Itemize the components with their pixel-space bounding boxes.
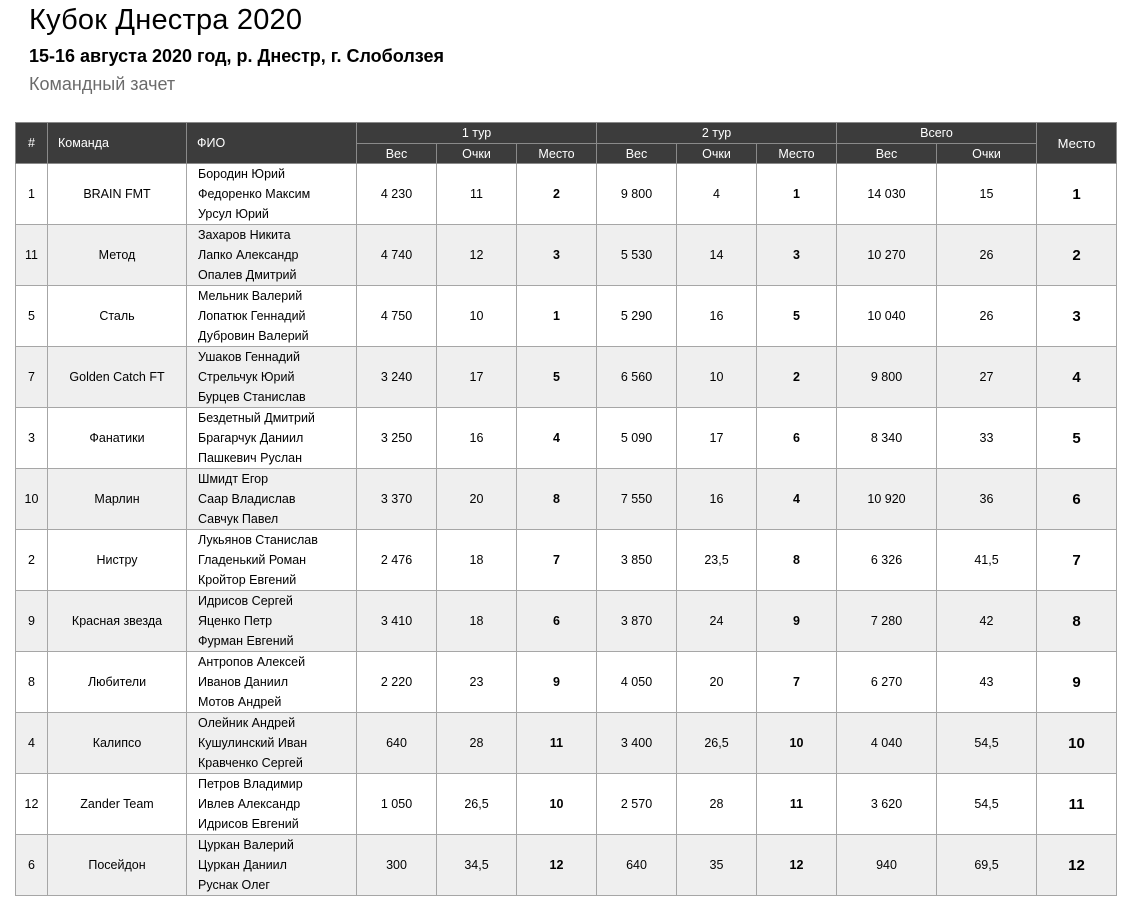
- row-num: 10: [16, 469, 48, 530]
- round2-weight: 5 290: [597, 286, 677, 347]
- final-place: 1: [1037, 164, 1117, 225]
- round2-place: 3: [757, 225, 837, 286]
- total-points: 15: [937, 164, 1037, 225]
- participants: [187, 774, 357, 835]
- table-row: [16, 652, 1117, 713]
- round1-points: 16: [437, 408, 517, 469]
- round2-points: 28: [677, 774, 757, 835]
- participant-name: Идрисов Сергей: [198, 594, 293, 608]
- row-num: 9: [16, 591, 48, 652]
- final-place: 10: [1037, 713, 1117, 774]
- table-row: [16, 408, 1117, 469]
- team-name: Марлин: [48, 469, 187, 530]
- table-header: [16, 123, 1117, 164]
- participants: [187, 225, 357, 286]
- participant-name: Лопатюк Геннадий: [198, 309, 306, 323]
- round1-place: 9: [517, 652, 597, 713]
- participant-name: Кушулинский Иван: [198, 736, 308, 750]
- round1-points: 17: [437, 347, 517, 408]
- total-weight: 4 040: [837, 713, 937, 774]
- total-points: 69,5: [937, 835, 1037, 896]
- round2-points: 17: [677, 408, 757, 469]
- team-name: Калипсо: [48, 713, 187, 774]
- participants: [187, 835, 357, 896]
- participants: [187, 652, 357, 713]
- round1-place: 4: [517, 408, 597, 469]
- round1-weight: 3 370: [357, 469, 437, 530]
- participant-name: Мотов Андрей: [198, 695, 282, 709]
- round1-weight: 4 230: [357, 164, 437, 225]
- round2-place: 4: [757, 469, 837, 530]
- participant-name: Ивлев Александр: [198, 797, 301, 811]
- total-weight: 3 620: [837, 774, 937, 835]
- row-num: 1: [16, 164, 48, 225]
- round2-points: 4: [677, 164, 757, 225]
- round2-points: 23,5: [677, 530, 757, 591]
- table-row: [16, 591, 1117, 652]
- round1-weight: 2 220: [357, 652, 437, 713]
- round1-points: 11: [437, 164, 517, 225]
- table-row: [16, 469, 1117, 530]
- total-weight: 10 040: [837, 286, 937, 347]
- participant-name: Федоренко Максим: [198, 187, 311, 201]
- header-names: ФИО: [187, 123, 357, 164]
- participant-name: Антропов Алексей: [198, 655, 306, 669]
- round2-points: 14: [677, 225, 757, 286]
- team-name: Golden Catch FT: [48, 347, 187, 408]
- total-weight: 6 270: [837, 652, 937, 713]
- round2-points: 10: [677, 347, 757, 408]
- total-weight: 6 326: [837, 530, 937, 591]
- participant-name: Петров Владимир: [198, 777, 303, 791]
- participant-name: Цуркан Валерий: [198, 838, 294, 852]
- participant-name: Иванов Даниил: [198, 675, 288, 689]
- participant-name: Мельник Валерий: [198, 289, 303, 303]
- participant-name: Руснак Олег: [198, 878, 270, 892]
- participant-name: Кройтор Евгений: [198, 573, 297, 587]
- participant-name: Пашкевич Руслан: [198, 451, 302, 465]
- participant-name: Шмидт Егор: [198, 472, 269, 486]
- round1-points: 18: [437, 530, 517, 591]
- standings-caption: Командный зачет: [29, 74, 176, 94]
- participant-name: Савчук Павел: [198, 512, 279, 526]
- row-num: 6: [16, 835, 48, 896]
- round2-place: 1: [757, 164, 837, 225]
- round1-points: 26,5: [437, 774, 517, 835]
- participant-name: Стрельчук Юрий: [198, 370, 295, 384]
- final-place: 2: [1037, 225, 1117, 286]
- total-points: 54,5: [937, 774, 1037, 835]
- row-num: 2: [16, 530, 48, 591]
- round2-weight: 3 850: [597, 530, 677, 591]
- team-name: Красная звезда: [48, 591, 187, 652]
- total-weight: 7 280: [837, 591, 937, 652]
- total-weight: 9 800: [837, 347, 937, 408]
- total-points: 33: [937, 408, 1037, 469]
- round1-place: 6: [517, 591, 597, 652]
- participant-name: Бездетный Дмитрий: [198, 411, 315, 425]
- row-num: 12: [16, 774, 48, 835]
- round1-place: 12: [517, 835, 597, 896]
- round2-weight: 7 550: [597, 469, 677, 530]
- final-place: 3: [1037, 286, 1117, 347]
- participants: [187, 530, 357, 591]
- round1-place: 10: [517, 774, 597, 835]
- round1-points: 18: [437, 591, 517, 652]
- participant-name: Саар Владислав: [198, 492, 296, 506]
- header-r2-place: Место: [757, 144, 837, 164]
- header-r2-points: Очки: [677, 144, 757, 164]
- table-row: [16, 835, 1117, 896]
- row-num: 8: [16, 652, 48, 713]
- round2-points: 26,5: [677, 713, 757, 774]
- total-points: 27: [937, 347, 1037, 408]
- round2-points: 35: [677, 835, 757, 896]
- round1-points: 12: [437, 225, 517, 286]
- total-points: 26: [937, 225, 1037, 286]
- round1-place: 2: [517, 164, 597, 225]
- team-name: Метод: [48, 225, 187, 286]
- round2-place: 11: [757, 774, 837, 835]
- participants: [187, 591, 357, 652]
- round2-place: 6: [757, 408, 837, 469]
- team-standings-table: [15, 122, 1117, 896]
- participants: [187, 469, 357, 530]
- participant-name: Ушаков Геннадий: [198, 350, 300, 364]
- participant-name: Дубровин Валерий: [198, 329, 309, 343]
- table-row: [16, 225, 1117, 286]
- round2-place: 12: [757, 835, 837, 896]
- round2-place: 7: [757, 652, 837, 713]
- round2-place: 8: [757, 530, 837, 591]
- row-num: 5: [16, 286, 48, 347]
- final-place: 4: [1037, 347, 1117, 408]
- total-points: 54,5: [937, 713, 1037, 774]
- header-r2-weight: Вес: [597, 144, 677, 164]
- round1-weight: 3 250: [357, 408, 437, 469]
- round2-weight: 5 090: [597, 408, 677, 469]
- team-name: Посейдон: [48, 835, 187, 896]
- final-place: 12: [1037, 835, 1117, 896]
- team-name: Фанатики: [48, 408, 187, 469]
- final-place: 7: [1037, 530, 1117, 591]
- round1-weight: 4 750: [357, 286, 437, 347]
- participant-name: Брагарчук Даниил: [198, 431, 304, 445]
- team-name: Нистру: [48, 530, 187, 591]
- participant-name: Цуркан Даниил: [198, 858, 287, 872]
- participants: [187, 713, 357, 774]
- round2-weight: 2 570: [597, 774, 677, 835]
- participants: [187, 164, 357, 225]
- round2-points: 20: [677, 652, 757, 713]
- team-name: BRAIN FMT: [48, 164, 187, 225]
- round2-weight: 6 560: [597, 347, 677, 408]
- total-points: 26: [937, 286, 1037, 347]
- participant-name: Идрисов Евгений: [198, 817, 299, 831]
- header-total: Всего: [837, 123, 1037, 144]
- round2-weight: 640: [597, 835, 677, 896]
- header-team: Команда: [48, 123, 187, 164]
- round2-weight: 3 870: [597, 591, 677, 652]
- participants: [187, 347, 357, 408]
- round2-weight: 4 050: [597, 652, 677, 713]
- round2-points: 16: [677, 286, 757, 347]
- round2-points: 16: [677, 469, 757, 530]
- header-r1-place: Место: [517, 144, 597, 164]
- round1-weight: 3 410: [357, 591, 437, 652]
- page-title: Кубок Днестра 2020: [29, 4, 303, 36]
- round1-weight: 2 476: [357, 530, 437, 591]
- round1-weight: 4 740: [357, 225, 437, 286]
- table-row: [16, 713, 1117, 774]
- round2-place: 9: [757, 591, 837, 652]
- round1-place: 8: [517, 469, 597, 530]
- round1-weight: 300: [357, 835, 437, 896]
- round1-points: 20: [437, 469, 517, 530]
- total-weight: 10 270: [837, 225, 937, 286]
- round1-place: 11: [517, 713, 597, 774]
- team-name: Любители: [48, 652, 187, 713]
- row-num: 3: [16, 408, 48, 469]
- round1-points: 23: [437, 652, 517, 713]
- round2-place: 10: [757, 713, 837, 774]
- table-row: [16, 286, 1117, 347]
- final-place: 9: [1037, 652, 1117, 713]
- table-body: [16, 164, 1117, 896]
- participant-name: Гладенький Роман: [198, 553, 307, 567]
- header-place: Место: [1037, 123, 1117, 164]
- final-place: 5: [1037, 408, 1117, 469]
- round1-place: 3: [517, 225, 597, 286]
- total-points: 41,5: [937, 530, 1037, 591]
- round2-weight: 9 800: [597, 164, 677, 225]
- total-points: 43: [937, 652, 1037, 713]
- round1-place: 1: [517, 286, 597, 347]
- header-num: #: [16, 123, 48, 164]
- round1-points: 10: [437, 286, 517, 347]
- round2-place: 2: [757, 347, 837, 408]
- participant-name: Урсул Юрий: [198, 207, 269, 221]
- team-name: Сталь: [48, 286, 187, 347]
- total-weight: 940: [837, 835, 937, 896]
- table-row: [16, 530, 1117, 591]
- participant-name: Бурцев Станислав: [198, 390, 306, 404]
- round1-weight: 3 240: [357, 347, 437, 408]
- final-place: 8: [1037, 591, 1117, 652]
- total-points: 42: [937, 591, 1037, 652]
- participant-name: Яценко Петр: [198, 614, 273, 628]
- round2-points: 24: [677, 591, 757, 652]
- table-row: [16, 347, 1117, 408]
- header-round2: 2 тур: [597, 123, 837, 144]
- round1-points: 28: [437, 713, 517, 774]
- team-name: Zander Team: [48, 774, 187, 835]
- round2-weight: 5 530: [597, 225, 677, 286]
- participant-name: Кравченко Сергей: [198, 756, 303, 770]
- round1-place: 7: [517, 530, 597, 591]
- row-num: 4: [16, 713, 48, 774]
- header-total-weight: Вес: [837, 144, 937, 164]
- total-weight: 10 920: [837, 469, 937, 530]
- table-row: [16, 774, 1117, 835]
- header-r1-weight: Вес: [357, 144, 437, 164]
- total-weight: 14 030: [837, 164, 937, 225]
- table-row: [16, 164, 1117, 225]
- participant-name: Лукьянов Станислав: [198, 533, 318, 547]
- participant-name: Лапко Александр: [198, 248, 299, 262]
- final-place: 6: [1037, 469, 1117, 530]
- round1-weight: 1 050: [357, 774, 437, 835]
- round1-weight: 640: [357, 713, 437, 774]
- total-points: 36: [937, 469, 1037, 530]
- row-num: 11: [16, 225, 48, 286]
- participant-name: Фурман Евгений: [198, 634, 294, 648]
- row-num: 7: [16, 347, 48, 408]
- event-date-location: 15-16 августа 2020 год, р. Днестр, г. Слоболзея: [29, 46, 445, 66]
- participants: [187, 286, 357, 347]
- header-r1-points: Очки: [437, 144, 517, 164]
- participant-name: Бородин Юрий: [198, 167, 285, 181]
- participant-name: Опалев Дмитрий: [198, 268, 297, 282]
- round2-weight: 3 400: [597, 713, 677, 774]
- final-place: 11: [1037, 774, 1117, 835]
- round2-place: 5: [757, 286, 837, 347]
- participant-name: Олейник Андрей: [198, 716, 296, 730]
- header-round1: 1 тур: [357, 123, 597, 144]
- total-weight: 8 340: [837, 408, 937, 469]
- round1-points: 34,5: [437, 835, 517, 896]
- header-total-points: Очки: [937, 144, 1037, 164]
- participants: [187, 408, 357, 469]
- participant-name: Захаров Никита: [198, 228, 291, 242]
- round1-place: 5: [517, 347, 597, 408]
